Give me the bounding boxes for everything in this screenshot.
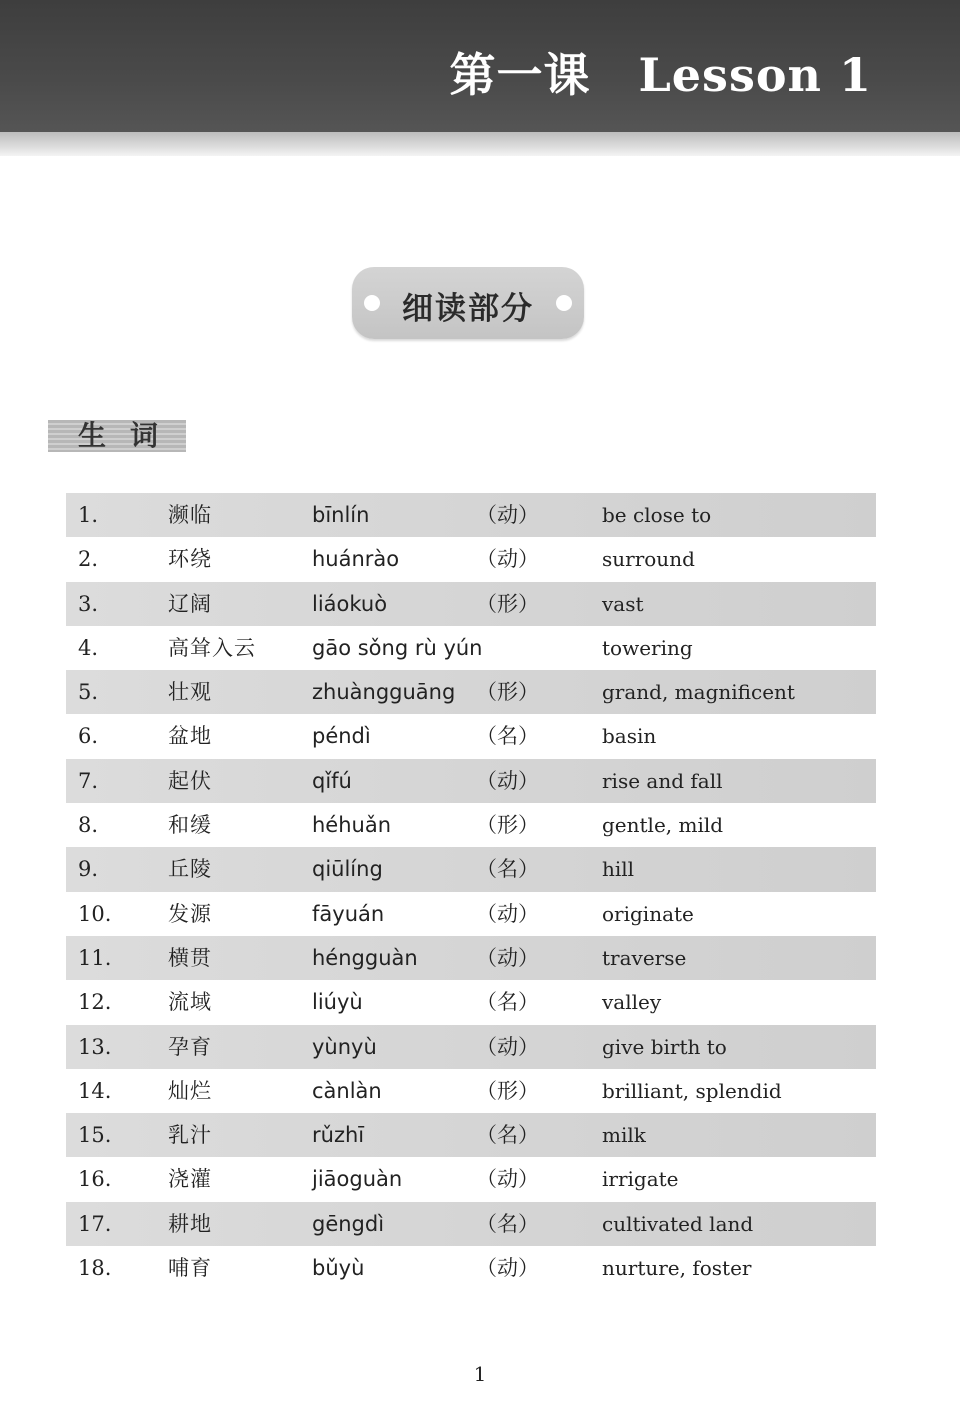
- vocabulary-table: [66, 493, 876, 1290]
- page-number: 1: [473, 1362, 487, 1386]
- vocab-pinyin: bīnlín: [312, 503, 370, 527]
- vocab-row: [66, 759, 876, 803]
- vocab-english: towering: [602, 635, 693, 660]
- vocab-word: 壮观: [168, 680, 212, 705]
- vocab-number: 12.: [78, 990, 112, 1015]
- vocab-number: 15.: [78, 1123, 112, 1148]
- vocab-row: [66, 1113, 876, 1157]
- lesson-title-cn: 第一课: [449, 48, 591, 102]
- vocab-english: valley: [602, 990, 662, 1015]
- lesson-title-en: Lesson 1: [638, 48, 872, 102]
- section-title: 细读部分: [402, 291, 534, 327]
- vocab-row: [66, 1025, 876, 1069]
- pill-dot-right: [556, 295, 572, 311]
- vocab-english: vast: [602, 591, 644, 616]
- vocab-word: 哺育: [168, 1256, 212, 1281]
- section-title-pill: [352, 267, 584, 339]
- vocab-part-of-speech: （动）: [476, 503, 539, 527]
- vocab-word: 辽阔: [168, 591, 212, 616]
- vocab-part-of-speech: （动）: [476, 1167, 539, 1192]
- vocab-part-of-speech: （名）: [476, 1123, 539, 1148]
- vocab-pinyin: gēngdì: [312, 1211, 385, 1236]
- vocab-number: 5.: [78, 680, 99, 705]
- vocab-part-of-speech: （名）: [476, 990, 539, 1015]
- vocab-pinyin: fāyuán: [312, 901, 385, 926]
- vocab-part-of-speech: （名）: [476, 724, 539, 749]
- vocab-pinyin: qiūlíng: [312, 857, 383, 882]
- vocab-word: 高耸入云: [168, 635, 256, 660]
- vocab-row: [66, 803, 876, 847]
- vocab-row: [66, 493, 876, 537]
- vocab-number: 8.: [78, 813, 99, 838]
- vocab-word: 濒临: [168, 503, 212, 527]
- vocab-english: traverse: [602, 945, 687, 970]
- vocab-number: 1.: [78, 503, 99, 527]
- vocab-english: irrigate: [602, 1167, 679, 1192]
- vocab-part-of-speech: （形）: [476, 591, 539, 616]
- vocab-word: 横贯: [168, 945, 212, 970]
- vocab-part-of-speech: （动）: [476, 945, 539, 970]
- vocab-pinyin: liáokuò: [312, 591, 388, 616]
- vocab-row: [66, 892, 876, 936]
- vocab-word: 孕育: [168, 1034, 212, 1059]
- vocab-word: 盆地: [168, 724, 212, 749]
- vocab-pinyin: huánrào: [312, 547, 400, 572]
- vocab-number: 7.: [78, 768, 99, 793]
- vocab-word: 灿烂: [168, 1078, 212, 1103]
- vocab-row: [66, 1246, 876, 1290]
- vocab-part-of-speech: （名）: [476, 1211, 539, 1236]
- vocab-row: [66, 847, 876, 891]
- vocab-pinyin: héhuǎn: [312, 813, 392, 838]
- vocab-number: 10.: [78, 901, 112, 926]
- vocab-english: hill: [602, 857, 635, 882]
- vocab-word: 乳汁: [168, 1123, 212, 1148]
- vocab-number: 16.: [78, 1167, 112, 1192]
- vocab-english: basin: [602, 724, 657, 749]
- vocab-pinyin: yùnyù: [312, 1034, 377, 1059]
- vocab-english: brilliant, splendid: [602, 1078, 782, 1103]
- vocab-word: 丘陵: [168, 857, 212, 882]
- vocab-pinyin: jiāoguàn: [312, 1167, 403, 1192]
- vocab-number: 6.: [78, 724, 99, 749]
- vocab-word: 流域: [168, 990, 212, 1015]
- vocab-row: [66, 626, 876, 670]
- vocab-pinyin: péndì: [312, 724, 371, 749]
- vocab-row: [66, 936, 876, 980]
- vocab-part-of-speech: （动）: [476, 768, 539, 793]
- vocab-part-of-speech: （名）: [476, 857, 539, 882]
- vocab-pinyin: zhuàngguāng: [312, 680, 456, 705]
- vocab-row: [66, 582, 876, 626]
- vocab-english: rise and fall: [602, 768, 723, 793]
- vocab-number: 18.: [78, 1256, 112, 1281]
- vocab-part-of-speech: （动）: [476, 901, 539, 926]
- vocab-english: give birth to: [602, 1034, 727, 1059]
- vocab-part-of-speech: （动）: [476, 1034, 539, 1059]
- vocabulary-label-text: 生词: [78, 419, 183, 452]
- vocab-word: 环绕: [168, 547, 212, 572]
- vocab-row: [66, 537, 876, 581]
- vocab-number: 13.: [78, 1034, 112, 1059]
- vocab-row: [66, 714, 876, 758]
- vocab-number: 9.: [78, 857, 99, 882]
- lesson-title: [449, 48, 872, 102]
- vocab-row: [66, 1157, 876, 1201]
- vocab-pinyin: qǐfú: [312, 768, 352, 793]
- vocab-row: [66, 1069, 876, 1113]
- vocab-pinyin: liúyù: [312, 990, 363, 1015]
- vocab-english: nurture, foster: [602, 1256, 752, 1281]
- vocab-pinyin: bǔyù: [312, 1256, 365, 1281]
- vocab-number: 14.: [78, 1078, 112, 1103]
- vocab-number: 4.: [78, 635, 99, 660]
- vocab-number: 11.: [78, 945, 112, 970]
- vocab-word: 起伏: [168, 768, 212, 793]
- vocab-part-of-speech: （形）: [476, 680, 539, 705]
- vocab-row: [66, 1202, 876, 1246]
- lesson-header-fade: [0, 132, 960, 156]
- vocab-word: 浇灌: [168, 1167, 212, 1192]
- vocab-row: [66, 980, 876, 1024]
- vocabulary-label: [48, 420, 186, 452]
- vocab-part-of-speech: （形）: [476, 813, 539, 838]
- vocab-number: 17.: [78, 1211, 112, 1236]
- vocab-part-of-speech: （形）: [476, 1078, 539, 1103]
- vocab-word: 和缓: [168, 813, 212, 838]
- vocab-word: 发源: [168, 901, 212, 926]
- vocab-english: gentle, mild: [602, 813, 724, 838]
- vocab-word: 耕地: [168, 1211, 212, 1236]
- vocab-english: milk: [602, 1123, 646, 1148]
- vocab-pinyin: rǔzhī: [312, 1123, 365, 1148]
- vocab-pinyin: cànlàn: [312, 1078, 382, 1103]
- vocab-english: grand, magnificent: [602, 680, 795, 705]
- vocab-english: cultivated land: [602, 1211, 754, 1236]
- vocab-row: [66, 670, 876, 714]
- vocab-number: 2.: [78, 547, 99, 572]
- vocab-pinyin: gāo sǒng rù yún: [312, 635, 483, 660]
- vocab-part-of-speech: （动）: [476, 1256, 539, 1281]
- vocab-pinyin: héngguàn: [312, 945, 418, 970]
- vocab-english: originate: [602, 901, 694, 926]
- vocab-english: be close to: [602, 503, 712, 527]
- vocab-number: 3.: [78, 591, 99, 616]
- vocab-english: surround: [602, 547, 695, 572]
- vocab-part-of-speech: （动）: [476, 547, 539, 572]
